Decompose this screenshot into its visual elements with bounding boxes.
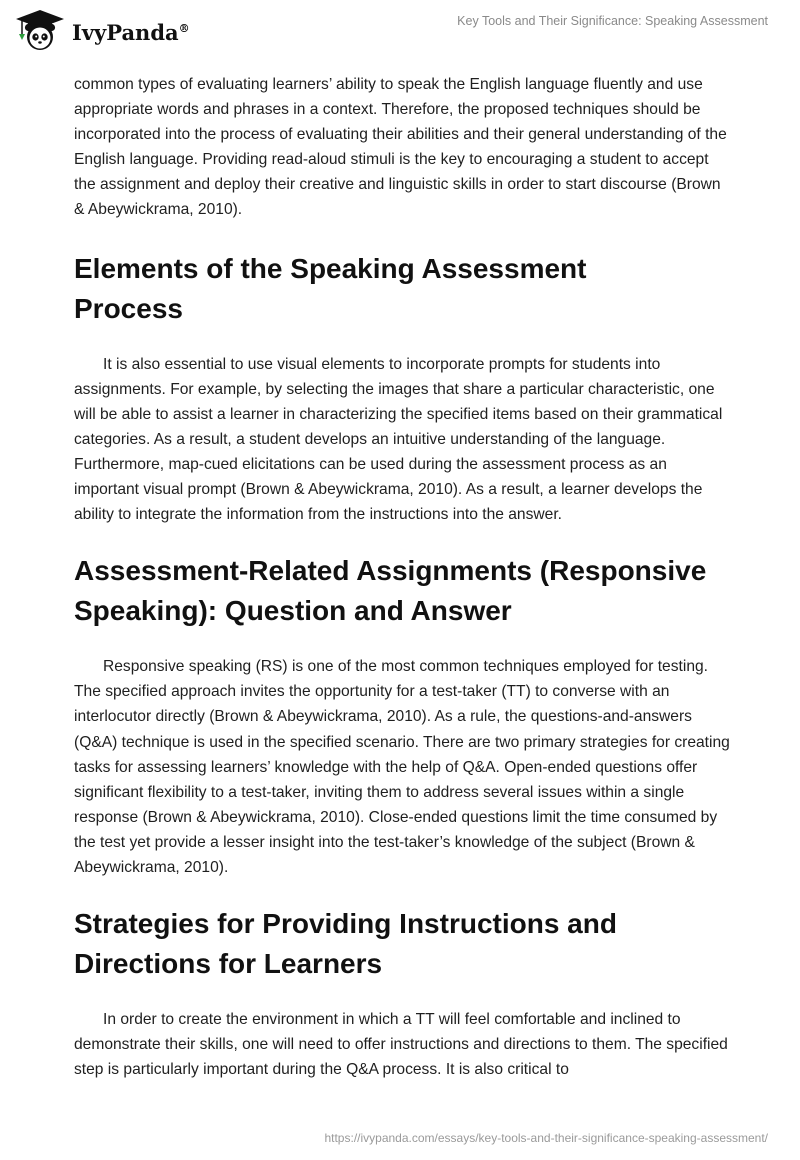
document-title: Key Tools and Their Significance: Speaking Assessment <box>457 14 768 28</box>
section-heading: Elements of the Speaking Assessment Process <box>74 252 587 324</box>
page-header <box>0 0 800 62</box>
intro-paragraph: common types of evaluating learners’ ability to speak the English language fluently and use appropriate words and phrases in a context. Therefore, the proposed techniques should be incorporated into the process of evaluating their abilities and their general understanding of the English language. Providing read-aloud stimuli is the key to encouraging a student to accept the assignment and deploy their creative and linguistic skills in order to start discourse (Brown & Abeywickrama, 2010). <box>74 76 727 219</box>
section-paragraph: It is also essential to use visual elements to incorporate prompts for students into assignments. For example, by selecting the images that share a particular characteristic, one will be able to assist a learner in characterizing the specified items based on their grammatical categories. As a result, a student develops an intuitive understanding of the language. Furthermore, map-cued elicitations can be used during the assessment process as an important visual prompt (Brown & Abeywickrama, 2010). As a result, a learner develops the ability to integrate the information from the instructions into the answer. <box>74 355 723 524</box>
essay-content <box>74 72 734 1082</box>
source-url[interactable]: https://ivypanda.com/essays/key-tools-and-their-significance-speaking-assessment/ <box>324 1131 768 1145</box>
section-paragraph: Responsive speaking (RS) is one of the most common techniques employed for testing. The specified approach invites the opportunity for a test-taker (TT) to converse with an interlocutor directly (Brown & Abeywickrama, 2010). As a rule, the questions-and-answers (Q&A) technique is used in the specified scenario. There are two primary strategies for creating tasks for assessing learners’ knowledge with the help of Q&A. Open-ended questions offer significant flexibility to a test-taker, inviting them to address several issues within a single response (Brown & Abeywickrama, 2010). Close-ended questions limit the time consumed by the test yet provide a lesser insight into the test-taker’s knowledge of the subject (Brown & Abeywickrama, 2010). <box>74 658 730 876</box>
section-heading: Assessment-Related Assignments (Responsive Speaking): Question and Answer <box>74 555 707 627</box>
section-paragraph: In order to create the environment in which a TT will feel comfortable and inclined to demonstrate their skills, one will need to offer instructions and directions to them. The specified step is particularly important during the Q&A process. It is also critical to <box>74 1011 728 1079</box>
registered-mark: ® <box>178 21 190 35</box>
logo-text: IvyPanda® <box>72 19 190 45</box>
ivypanda-logo[interactable] <box>14 8 190 52</box>
panda-logo-icon <box>14 8 66 52</box>
section-heading: Strategies for Providing Instructions and Directions for Learners <box>74 908 617 980</box>
